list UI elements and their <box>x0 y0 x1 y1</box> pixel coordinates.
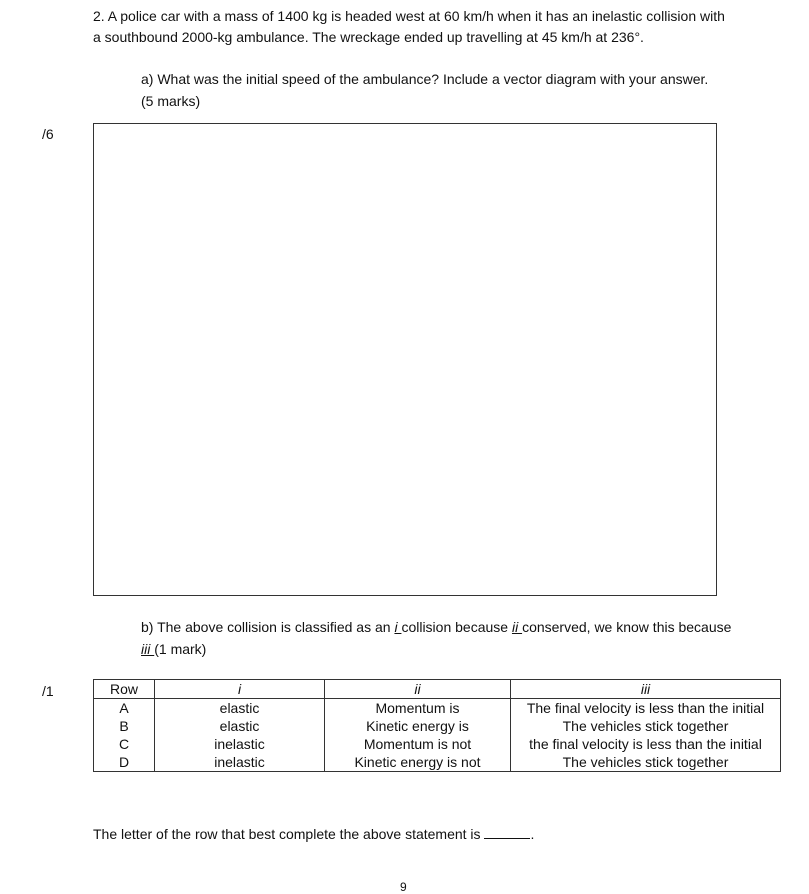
cell-ii: Momentum is <box>325 699 511 718</box>
cell-ii: Momentum is not <box>325 735 511 753</box>
question-text: 2. A police car with a mass of 1400 kg is headed west at 60 km/h when it has an inelastic collision with a southbound 2000-kg ambulance. The wreckage ended up travelling at 45 km/h at 236°. <box>93 8 725 45</box>
row-letter: B <box>94 717 155 735</box>
blank-i: i <box>394 619 402 635</box>
part-b-text-1: b) The above collision is classified as an <box>141 619 395 635</box>
page-number: 9 <box>400 880 407 894</box>
cell-i: elastic <box>155 699 325 718</box>
blank-iii: iii <box>141 641 155 657</box>
part-b-text-4: (1 mark) <box>154 641 207 657</box>
part-b-text-3: conserved, we know this because <box>522 619 732 635</box>
blank-ii: ii <box>511 619 523 635</box>
table-row <box>94 735 781 753</box>
options-table <box>93 679 781 772</box>
cell-i: inelastic <box>155 753 325 772</box>
row-letter: C <box>94 735 155 753</box>
answer-blank[interactable] <box>484 824 530 839</box>
header-i: i <box>155 680 325 699</box>
table-header-row <box>94 680 781 699</box>
answer-box[interactable] <box>93 123 717 596</box>
final-period: . <box>530 826 535 842</box>
cell-i: elastic <box>155 717 325 735</box>
table-row <box>94 753 781 772</box>
part-a-marks: /6 <box>42 126 54 142</box>
cell-iii: The vehicles stick together <box>511 717 781 735</box>
part-b-prompt <box>141 616 741 660</box>
cell-iii: The vehicles stick together <box>511 753 781 772</box>
cell-i: inelastic <box>155 735 325 753</box>
final-prompt: The letter of the row that best complete the above statement is <box>93 826 481 842</box>
table-row <box>94 717 781 735</box>
row-letter: A <box>94 699 155 718</box>
part-b-marks: /1 <box>42 683 54 699</box>
part-b-text-2: collision because <box>401 619 512 635</box>
cell-ii: Kinetic energy is <box>325 717 511 735</box>
part-a-prompt: a) What was the initial speed of the ambulance? Include a vector diagram with your answer. (5 marks) <box>141 71 709 109</box>
cell-iii: The final velocity is less than the initial <box>511 699 781 718</box>
cell-ii: Kinetic energy is not <box>325 753 511 772</box>
table-row <box>94 699 781 718</box>
header-ii: ii <box>325 680 511 699</box>
cell-iii: the final velocity is less than the initial <box>511 735 781 753</box>
header-row: Row <box>94 680 155 699</box>
header-iii: iii <box>511 680 781 699</box>
final-prompt-line <box>93 824 534 842</box>
row-letter: D <box>94 753 155 772</box>
